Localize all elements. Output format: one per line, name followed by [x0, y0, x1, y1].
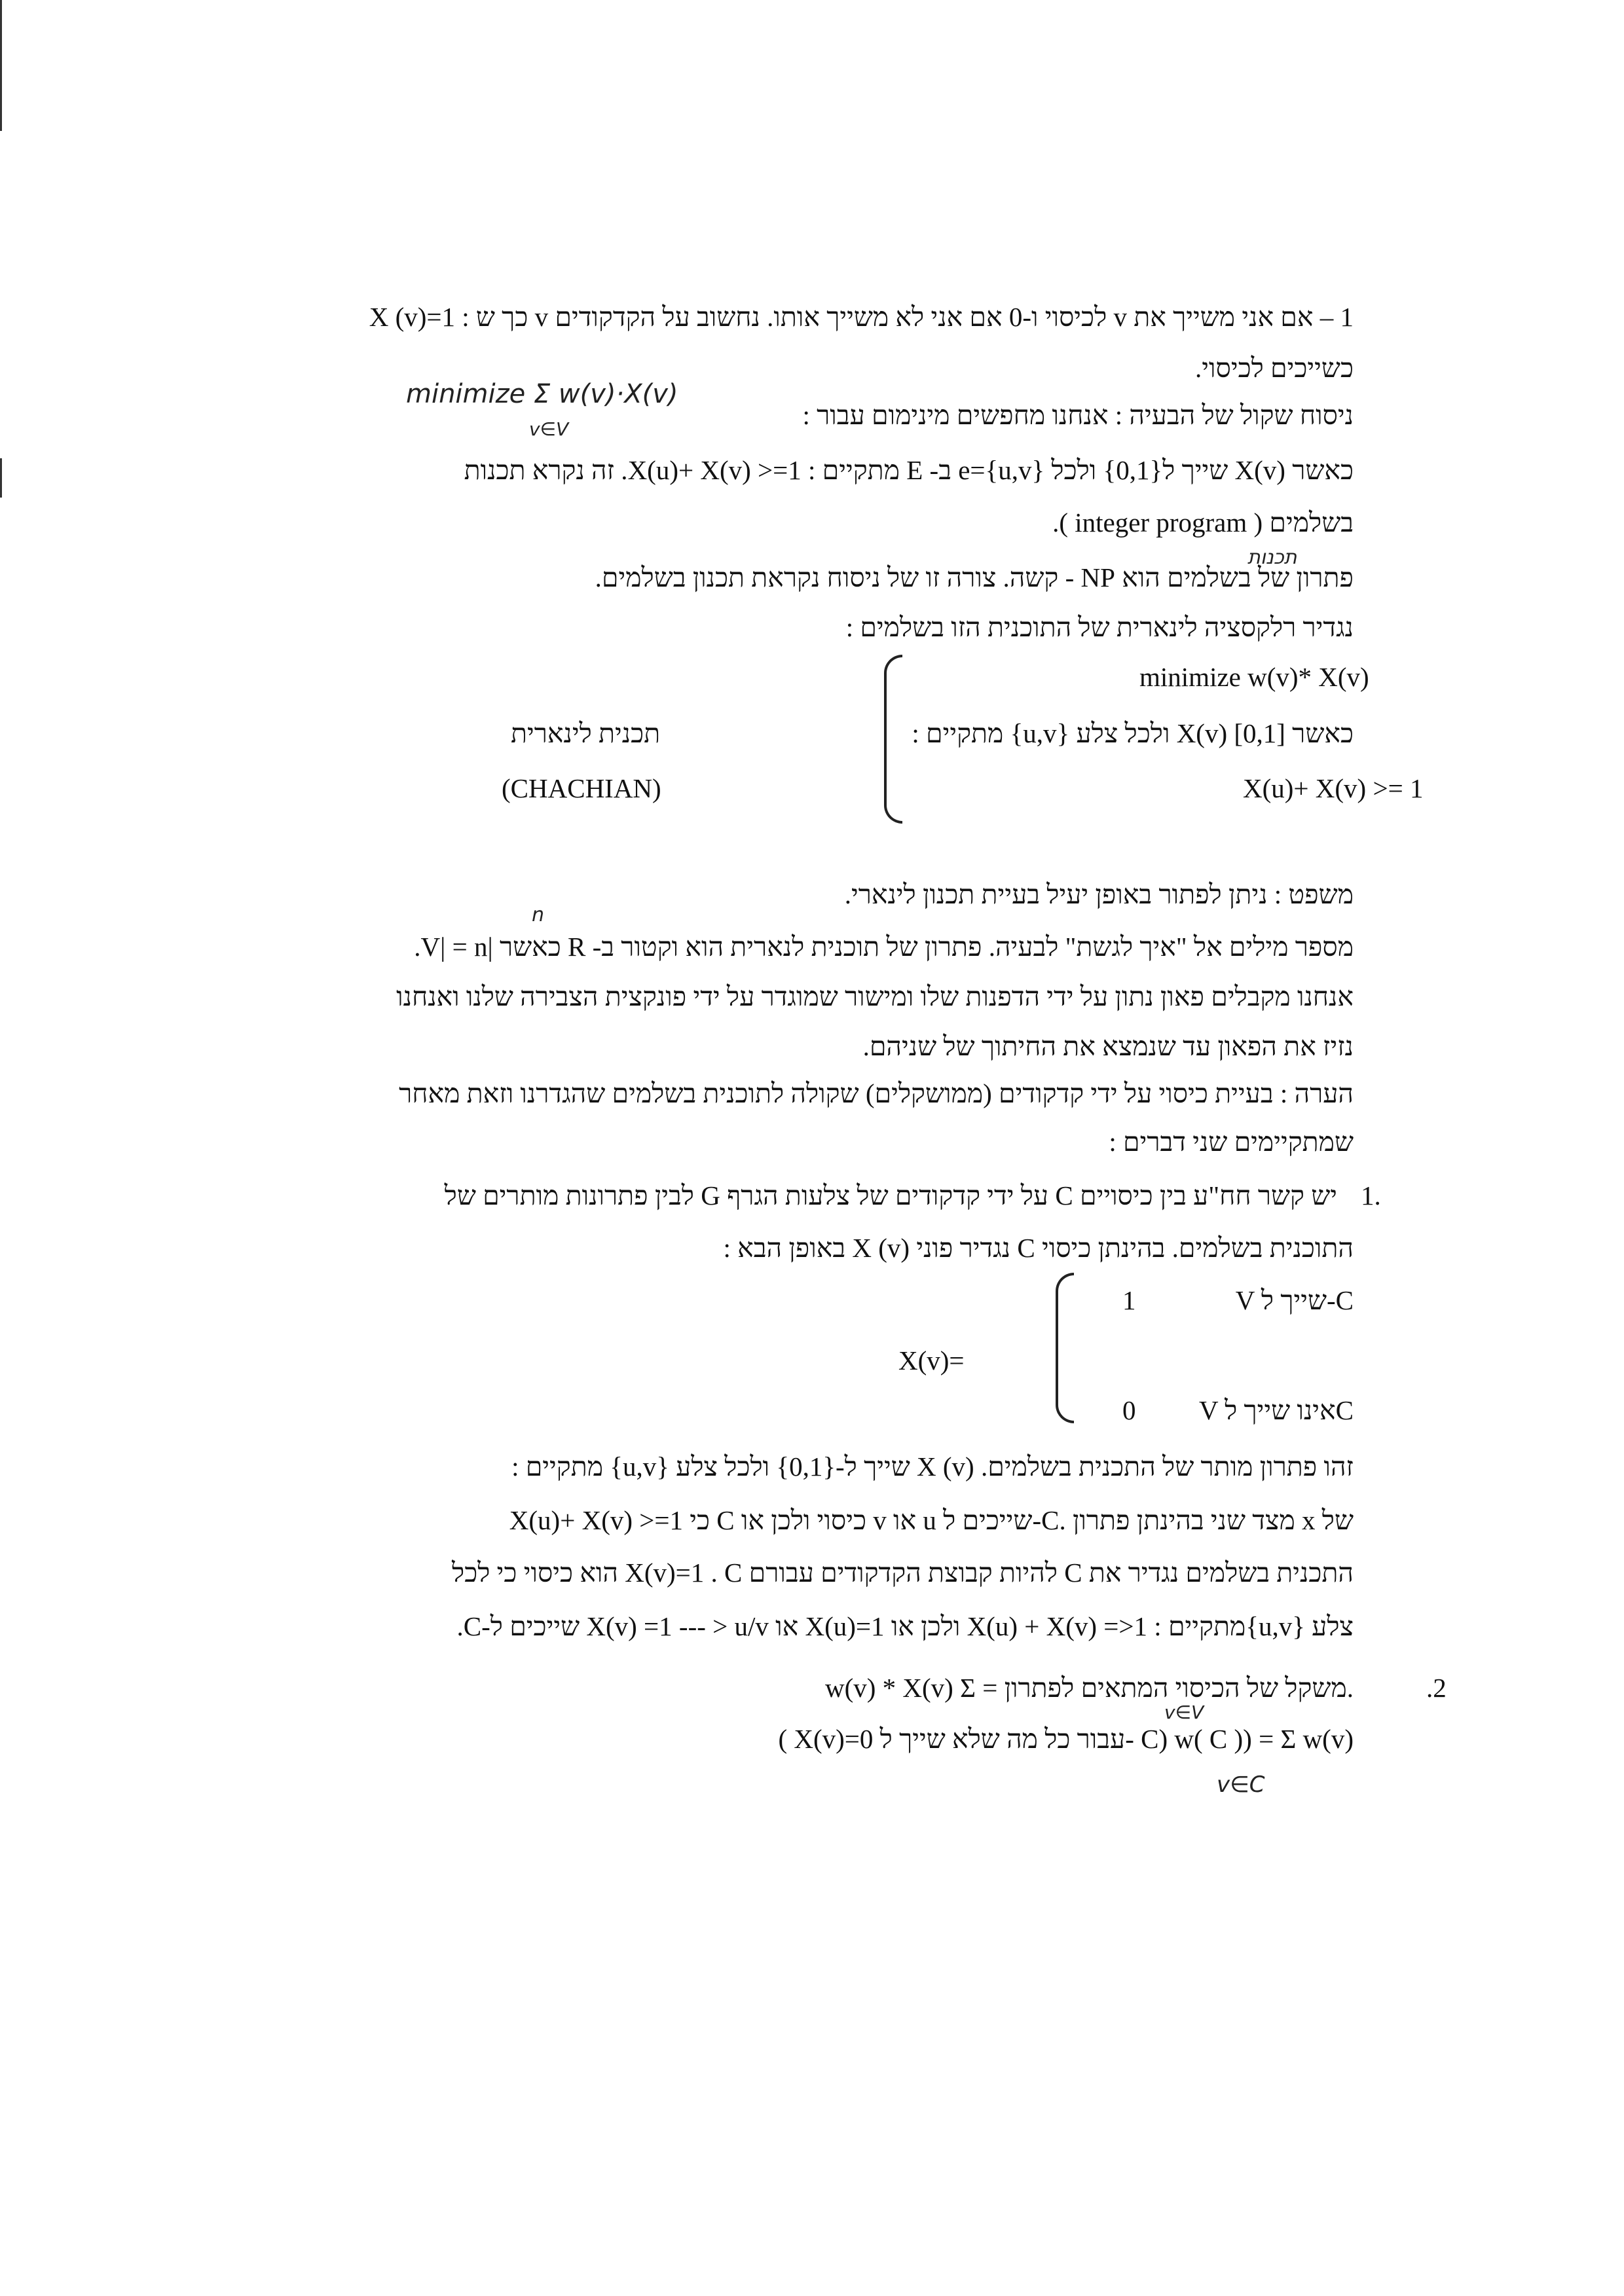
handwritten-superscript: n [532, 903, 545, 926]
line-3: ניסוח שקול של הבעיה : אנחנו מחפשים מינימום עבור : [802, 400, 1354, 430]
handwritten-correction: תכנות [1247, 546, 1297, 569]
lp-constraint-edge: X(u)+ X(v) >= 1 [1243, 773, 1424, 803]
proof-line-3: התכנית בשלמים נגדיר את C להיות קבוצת הקדקודים עבורם X(v)=1 . C הוא כיסוי כי לכל [452, 1558, 1354, 1588]
proof-line-4: צלע {u,v}מתקיים : 1<= X(u) + X(v) ולכן או X(u)=1 או X(v) =1 --- > u/v שייכים ל-C. [456, 1611, 1354, 1641]
xv-definition: X(v)= [898, 1345, 965, 1376]
line-2: כשייכים לכיסוי. [1195, 353, 1354, 383]
lp-label: תכנית לינארית [511, 718, 661, 748]
item-1-line-1: יש קשר חח"ע בין כיסויים C על ידי קדקודים של צלעות הגרף G לבין פתרונות מותרים של [444, 1180, 1337, 1211]
case-brace [1056, 1273, 1074, 1423]
line-m4: נזיז את הפאון עד שנמצא את החיתוך של שניהם. [862, 1031, 1354, 1061]
item-2-number: .2 [1426, 1673, 1447, 1703]
item-2-line-2: ( X(v)=0 עבור כל מה שלא שייך ל- C) w( C )) = Σ w(v) [778, 1724, 1354, 1754]
case-2-condition: V אינו שייך לC [1198, 1395, 1354, 1425]
scan-edge [0, 0, 2, 131]
lp-constraint-domain: כאשר [0,1] X(v) ולכל צלע {u,v} מתקיים : [912, 718, 1354, 748]
proof-line-2: X(u)+ X(v) >=1 כי C כיסוי ולכן או v או u שייכים ל-C. מצד שני בהינתן פתרון x של [509, 1505, 1354, 1535]
proof-line-1: זהו פתרון מותר של התכנית בשלמים. X (v) שייך ל-{0,1} ולכל צלע {u,v} מתקיים : [511, 1451, 1354, 1482]
line-7: נגדיר רלקסציה לינארית של התוכנית הזו בשלמים : [845, 612, 1354, 642]
note-line-1: הערה : בעיית כיסוי על ידי קדקודים (ממושקלים) שקולה לתוכנית בשלמים שהגדרנו וזאת מאחר [399, 1078, 1354, 1108]
handwritten-minimize: minimize Σ w(v)·X(v) [406, 379, 678, 409]
lp-objective: minimize w(v)* X(v) [1139, 662, 1369, 692]
line-5: בשלמים ( integer program ). [1052, 507, 1354, 538]
line-m2: מספר מילים אל "איך לגשת" לבעיה. פתרון של תוכנית לנארית הוא וקטור ב- R כאשר |V| = n. [414, 932, 1354, 962]
scan-edge [0, 458, 2, 498]
line-1: 1 – אם אני משייך את v לכיסוי ו-0 אם אני לא משייך אותו. נחשוב על הקדקודים v כך ש : X (v)=1 [369, 302, 1354, 332]
case-2-value: 0 [1122, 1395, 1136, 1425]
lp-brace [884, 655, 902, 824]
case-1-value: 1 [1122, 1285, 1136, 1315]
handwritten-sum-index: v∈V [529, 418, 569, 440]
line-6: פתרון של בשלמים הוא NP - קשה. צורה זו של ניסוח נקראת תכנון בשלמים. [595, 562, 1354, 592]
item-1-line-2: התוכנית בשלמים. בהינתן כיסוי C נגדיר פוני X (v) באופן הבא : [723, 1233, 1354, 1263]
note-line-2: שמתקיימים שני דברים : [1109, 1127, 1354, 1157]
theorem-line: משפט : ניתן לפתור באופן יעיל בעיית תכנון לינארי. [844, 879, 1354, 909]
line-4: כאשר X(v) שייך ל{0,1} ולכל e={u,v} ב- E מתקיים : X(u)+ X(v) >=1. זה נקרא תכנות [464, 455, 1354, 485]
line-m3: אנחנו מקבלים פאון נתון על ידי הדפנות שלו ומישור שמוגדר על ידי פונקצית הצבירה שלנו ואנחנו [396, 981, 1354, 1011]
item-2-line-1: w(v) * X(v) Σ = משקל של הכיסוי המתאים לפתרון. [825, 1673, 1354, 1703]
item-1-number: 1. [1361, 1180, 1381, 1211]
handwritten-sum-index-3: v∈C [1217, 1772, 1265, 1798]
lp-label-author: (CHACHIAN) [502, 773, 661, 803]
case-1-condition: V שייך ל-C [1235, 1285, 1354, 1315]
handwritten-sum-index-2: v∈V [1164, 1702, 1204, 1723]
